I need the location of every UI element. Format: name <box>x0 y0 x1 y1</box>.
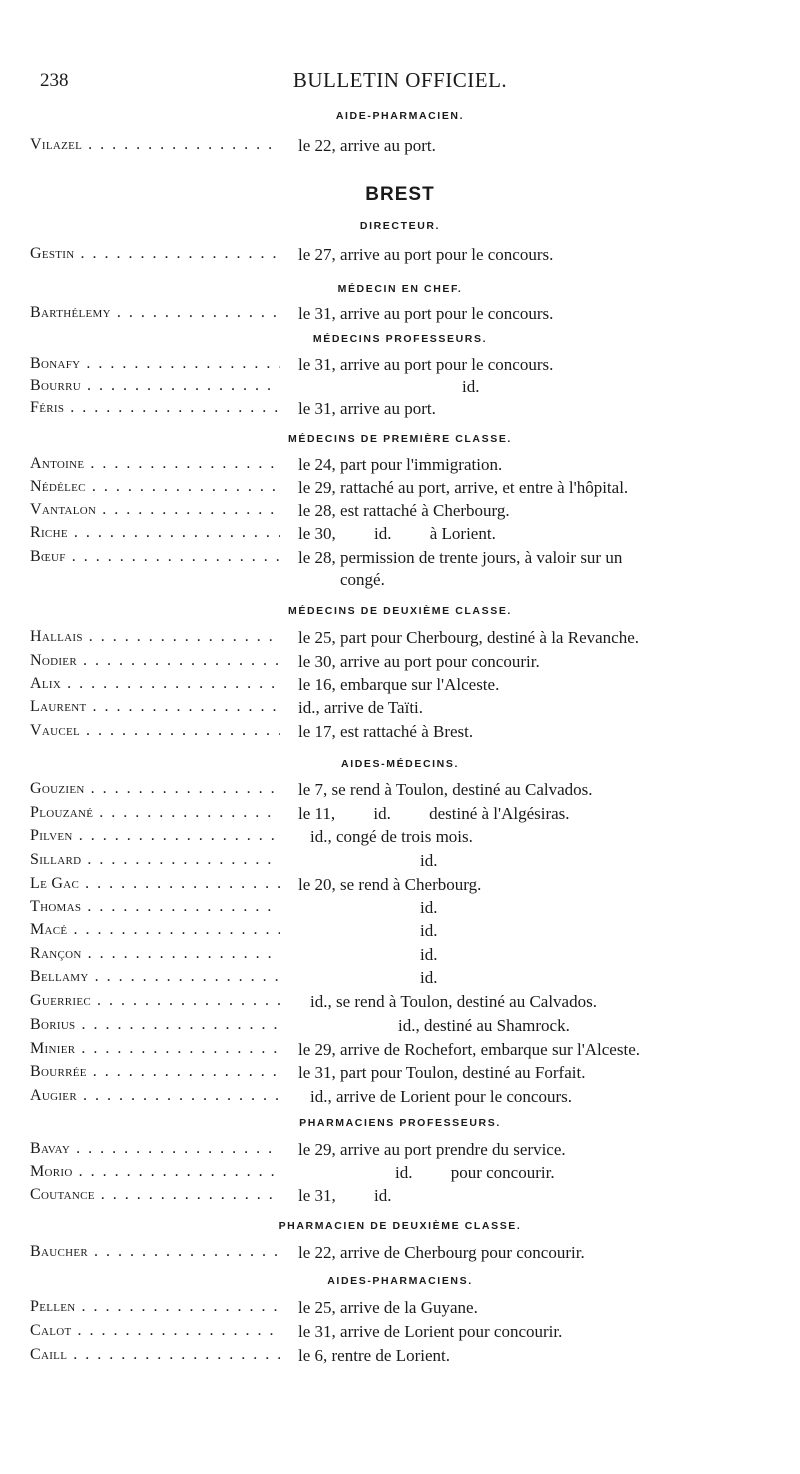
entry-row <box>0 945 800 969</box>
section-heading: MÉDECINS DE PREMIÈRE CLASSE. <box>288 433 512 445</box>
entry-text: le 20, se rend à Cherbourg. <box>298 875 482 894</box>
section-heading: MÉDECIN EN CHEF. <box>337 283 463 295</box>
entry-text: id. <box>420 921 438 940</box>
entry-name: Sillard . . . <box>30 851 280 869</box>
entry-row <box>0 136 800 160</box>
entry-name: Vilazel . . . <box>30 136 280 154</box>
entry-row <box>0 1040 800 1064</box>
entry-row <box>0 524 800 548</box>
entry-text: le 31, arrive au port pour le concours. <box>298 304 554 323</box>
entry-row <box>0 780 800 804</box>
entry-text: le 28, est rattaché à Cherbourg. <box>298 501 510 520</box>
entry-row <box>0 245 800 269</box>
entry-name: Bourrée . . . <box>30 1063 280 1081</box>
entry-row <box>0 1298 800 1322</box>
entry-text: le 31, arrive au port pour le concours. <box>298 355 554 374</box>
entry-text: id., arrive de Taïti. <box>298 698 424 717</box>
entry-text: le 31, arrive de Lorient pour concourir. <box>298 1322 563 1341</box>
entry-row <box>0 1186 800 1210</box>
entry-name: Nodier . . . <box>30 652 280 670</box>
entry-row <box>0 851 800 875</box>
entry-name: Bellamy . . . <box>30 968 280 986</box>
entry-row <box>0 968 800 992</box>
entry-name: Gouzien . . . <box>30 780 280 798</box>
entry-name: Bonafy . . . <box>30 355 280 373</box>
entry-text: id. pour concourir. <box>395 1163 555 1182</box>
entry-text: id. <box>420 851 438 870</box>
port-title: BREST <box>365 184 435 205</box>
entry-name: Macé . . . <box>30 921 280 939</box>
entry-name: Le Gac . . . <box>30 875 280 893</box>
entry-row <box>0 1163 800 1187</box>
entry-text: le 16, embarque sur l'Alceste. <box>298 675 500 694</box>
entry-name: Nédélec . . . <box>30 478 280 496</box>
entry-text: le 6, rentre de Lorient. <box>298 1346 450 1365</box>
entry-row <box>0 1322 800 1346</box>
section-heading: MÉDECINS DE DEUXIÈME CLASSE. <box>288 605 512 617</box>
entry-row <box>0 921 800 945</box>
entry-name: Rançon . . . <box>30 945 280 963</box>
entry-row <box>0 1346 800 1370</box>
entry-row <box>0 478 800 502</box>
entry-row <box>0 1087 800 1111</box>
entry-text: le 11, id. destiné à l'Algésiras. <box>298 804 570 823</box>
entry-text: le 25, part pour Cherbourg, destiné à la Revanche. <box>298 628 639 647</box>
entry-text: le 29, arrive de Rochefort, embarque sur l'Alceste. <box>298 1040 640 1059</box>
entry-continuation: congé. <box>340 570 385 589</box>
entry-name: Bourru . . . <box>30 377 280 395</box>
entry-row <box>0 355 800 379</box>
entry-text: le 7, se rend à Toulon, destiné au Calvados. <box>298 780 593 799</box>
entry-name: Laurent . . . <box>30 698 280 716</box>
entry-row <box>0 501 800 525</box>
entry-text: le 29, rattaché au port, arrive, et entre à l'hôpital. <box>298 478 629 497</box>
entry-text: le 22, arrive de Cherbourg pour concourir. <box>298 1243 585 1262</box>
page-header <box>40 66 760 96</box>
entry-name: Barthélemy . . . <box>30 304 280 322</box>
entry-row <box>0 804 800 828</box>
entry-row <box>0 652 800 676</box>
entry-name: Gestin . . . <box>30 245 280 263</box>
entry-text: le 27, arrive au port pour le concours. <box>298 245 554 264</box>
section-heading: PHARMACIENS PROFESSEURS. <box>299 1117 501 1129</box>
entry-name: Vantalon . . . <box>30 501 280 519</box>
entry-text: id., congé de trois mois. <box>310 827 473 846</box>
entry-row <box>0 875 800 899</box>
entry-text: le 29, arrive au port prendre du service. <box>298 1140 566 1159</box>
section-heading: AIDES-PHARMACIENS. <box>327 1275 473 1287</box>
entry-name: Bavay . . . <box>30 1140 280 1158</box>
entry-name: Morio . . . <box>30 1163 280 1181</box>
running-title: BULLETIN OFFICIEL. <box>292 68 508 92</box>
entry-row <box>0 698 800 722</box>
section-heading: DIRECTEUR. <box>359 220 441 232</box>
entry-row <box>0 1140 800 1164</box>
entry-row <box>0 827 800 851</box>
entry-row <box>0 1243 800 1267</box>
entry-name: Baucher . . . <box>30 1243 280 1261</box>
entry-name: Borius . . . <box>30 1016 280 1034</box>
entry-text: le 17, est rattaché à Brest. <box>298 722 474 741</box>
entry-name: Calot . . . <box>30 1322 280 1340</box>
entry-name: Thomas . . . <box>30 898 280 916</box>
entry-text: le 22, arrive au port. <box>298 136 436 155</box>
entry-text: le 31, part pour Toulon, destiné au Forfait. <box>298 1063 586 1082</box>
entry-text: le 28, permission de trente jours, à valoir sur un <box>298 548 623 567</box>
entry-text: le 31, arrive au port. <box>298 399 436 418</box>
entry-row <box>0 455 800 479</box>
entry-text: id., arrive de Lorient pour le concours. <box>310 1087 572 1106</box>
entry-text: id., destiné au Shamrock. <box>398 1016 570 1035</box>
entry-row <box>0 1063 800 1087</box>
entry-row <box>0 399 800 423</box>
entry-row <box>0 898 800 922</box>
entry-text: le 31, id. <box>298 1186 392 1205</box>
entry-name: Pellen . . . <box>30 1298 280 1316</box>
entry-text: le 25, arrive de la Guyane. <box>298 1298 478 1317</box>
entry-name: Coutance . . . <box>30 1186 280 1204</box>
entry-name: Féris . . . <box>30 399 280 417</box>
entry-name: Guerriec . . . <box>30 992 280 1010</box>
entry-row <box>0 377 800 401</box>
entry-row <box>0 722 800 746</box>
entry-row <box>0 1016 800 1040</box>
entry-row <box>0 628 800 652</box>
entry-text: le 30, id. à Lorient. <box>298 524 496 543</box>
section-heading: PHARMACIEN DE DEUXIÈME CLASSE. <box>278 1220 522 1232</box>
entry-text: id. <box>462 377 480 396</box>
entry-row <box>0 675 800 699</box>
section-heading: MÉDECINS PROFESSEURS. <box>312 333 488 345</box>
section-heading: AIDES-MÉDECINS. <box>341 758 459 770</box>
entry-name: Caill . . . <box>30 1346 280 1364</box>
entry-text: id. <box>420 898 438 917</box>
entry-name: Bœuf . . . <box>30 548 280 566</box>
entry-name: Riche . . . <box>30 524 280 542</box>
page-number: 238 <box>40 70 69 91</box>
entry-row <box>0 992 800 1016</box>
entry-name: Plouzané . . . <box>30 804 280 822</box>
entry-text: le 30, arrive au port pour concourir. <box>298 652 540 671</box>
entry-text: le 24, part pour l'immigration. <box>298 455 503 474</box>
entry-text: id. <box>420 968 438 987</box>
entry-name: Pilven . . . <box>30 827 280 845</box>
entry-name: Antoine . . . <box>30 455 280 473</box>
entry-name: Vaucel . . . <box>30 722 280 740</box>
entry-name: Alix . . . <box>30 675 280 693</box>
entry-name: Hallais . . . <box>30 628 280 646</box>
section-heading: AIDE-PHARMACIEN. <box>335 110 465 122</box>
entry-row <box>0 304 800 328</box>
entry-text: id., se rend à Toulon, destiné au Calvados. <box>310 992 597 1011</box>
entry-row <box>0 548 800 596</box>
entry-name: Augier . . . <box>30 1087 280 1105</box>
entry-text: id. <box>420 945 438 964</box>
entry-name: Minier . . . <box>30 1040 280 1058</box>
